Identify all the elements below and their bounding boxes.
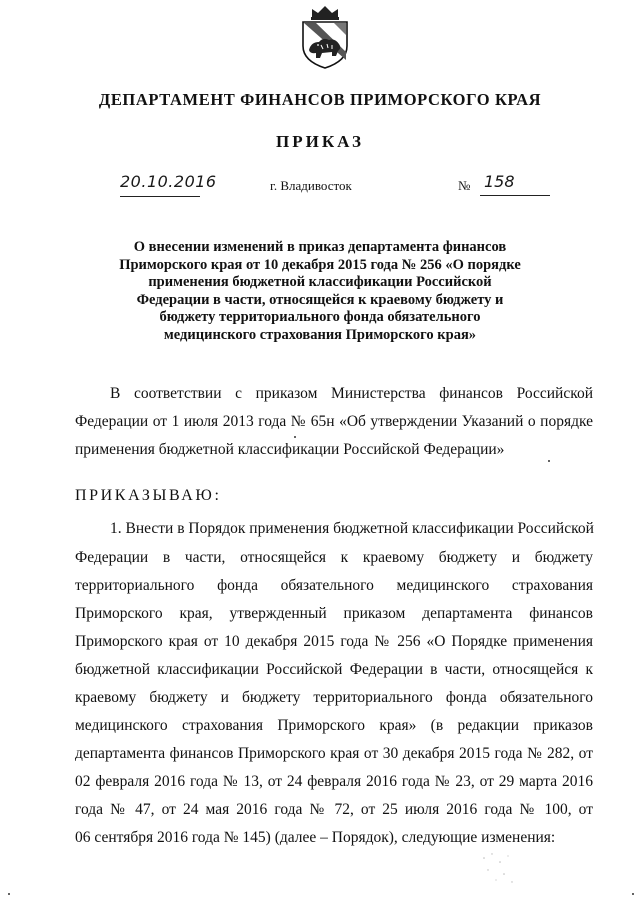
order-title: ПРИКАЗ xyxy=(276,132,364,151)
preamble-line: В соответствии с приказом Министерства финансов Российской xyxy=(110,385,593,402)
subject-line: Федерации в части, относящейся к краевому бюджету и xyxy=(136,291,504,308)
order-number-handwritten: 158 xyxy=(480,172,550,196)
order-date-handwritten: 20.10.2016 xyxy=(120,172,200,197)
order-directive-word: ПРИКАЗЫВАЮ: xyxy=(75,487,222,504)
paragraph-line: краевому бюджету и бюджету территориального фонда обязательного xyxy=(75,689,593,706)
paragraph-line: Федерации в части, относящейся к краевому бюджету и бюджету xyxy=(75,549,593,566)
paragraph-line: медицинского страхования Приморского края» (в редакции приказов xyxy=(75,717,593,734)
paragraph-line: 02 февраля 2016 года № 13, от 24 февраля 2016 года № 23, от 29 марта 2016 xyxy=(75,773,593,790)
scan-speck xyxy=(632,893,634,895)
order-subject xyxy=(100,239,540,345)
paragraph-line: 06 сентября 2016 года № 145) (далее – Порядок), следующие изменения: xyxy=(75,829,556,846)
number-sign: № xyxy=(458,178,471,193)
department-name: ДЕПАРТАМЕНТ ФИНАНСОВ ПРИМОРСКОГО КРАЯ xyxy=(98,90,542,109)
preamble-line: применения бюджетной классификации Российской Федерации» xyxy=(75,441,505,458)
paragraph-line: бюджетной классификации Российской Федерации в части, относящейся к xyxy=(75,661,593,678)
scan-speck xyxy=(294,436,296,438)
paragraph-line: Приморского края от 10 декабря 2015 года № 256 «О Порядке применения xyxy=(75,633,593,650)
subject-line: Приморского края от 10 декабря 2015 года № 256 «О порядке xyxy=(119,256,521,273)
faint-stamp-marks xyxy=(478,850,518,890)
subject-line: медицинского страхования Приморского края» xyxy=(163,326,477,343)
paragraph-line: 1. Внести в Порядок применения бюджетной классификации Российской xyxy=(110,520,594,537)
paragraph-line: территориального фонда обязательного медицинского страхования xyxy=(75,577,593,594)
order-city: г. Владивосток xyxy=(270,178,352,193)
paragraph-line: департамента финансов Приморского края от 30 декабря 2015 года № 282, от xyxy=(75,745,593,762)
scan-speck xyxy=(548,460,550,462)
subject-line: бюджету территориального фонда обязательного xyxy=(159,309,481,326)
coat-of-arms-emblem xyxy=(296,4,354,70)
scan-speck xyxy=(8,893,10,895)
paragraph-line: Приморского края, утвержденный приказом департамента финансов xyxy=(75,605,593,622)
preamble-line: Федерации от 1 июля 2013 года № 65н «Об утверждении Указаний о порядке xyxy=(75,413,593,430)
subject-line: применения бюджетной классификации Российской xyxy=(148,274,492,291)
paragraph-line: года № 47, от 24 мая 2016 года № 72, от 25 июля 2016 года № 100, от xyxy=(75,801,593,818)
subject-line: О внесении изменений в приказ департамента финансов xyxy=(133,239,507,255)
